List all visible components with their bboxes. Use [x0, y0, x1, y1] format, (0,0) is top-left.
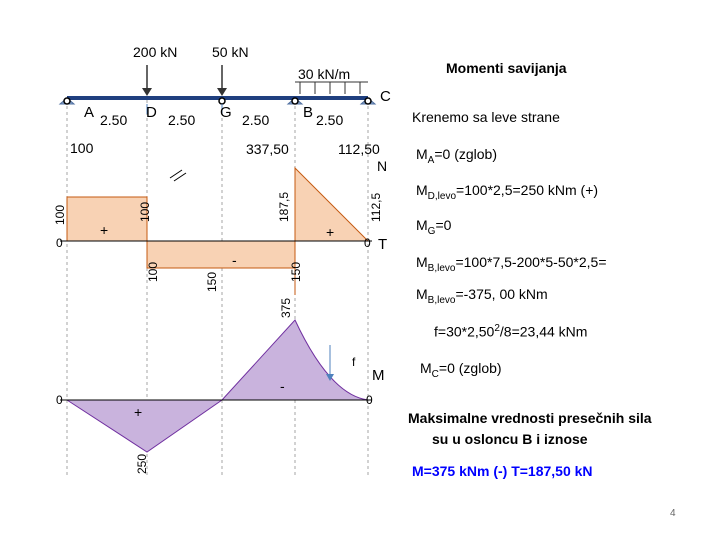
shear-label-187-5: 187,5 [277, 191, 291, 222]
shear-zero-right: 0 [364, 236, 371, 250]
point-load-arrows [147, 65, 222, 92]
equation-f: $f=30*2,50^2/8=23,44$ kNm [434, 323, 588, 340]
max-values-line-2: su u osloncu B i iznose [432, 431, 588, 447]
load-50kn-label: 50 kN [212, 44, 249, 60]
moment-zero-left: 0 [56, 393, 63, 407]
panel-title: Momenti savijanja [446, 60, 567, 76]
span-ad-label: 2.50 [100, 112, 128, 128]
node-c-label: C [380, 88, 391, 105]
equation-mb-2: $M_{B,levo}=-375$, 00 kNm [416, 286, 548, 306]
load-200kn-label: 200 kN [133, 44, 178, 60]
moment-diagram [60, 320, 372, 452]
moment-f-label: f [352, 355, 356, 369]
arrow-head-50kn [217, 88, 227, 96]
moment-label-250: 250 [135, 453, 149, 474]
moment-diagram-label: M [372, 367, 385, 384]
shear-label-100-b: 100 [138, 201, 152, 222]
shear-diagram-label: T [378, 236, 388, 253]
span-bc-label: 2.50 [316, 112, 344, 128]
distributed-load [295, 82, 368, 94]
node-a-label: A [84, 104, 95, 121]
shear-label-112-5: 112,5 [369, 192, 383, 222]
equation-md: $M_{D,levo}=100*2,5=250$ kNm (+) [416, 182, 599, 202]
equation-ma: $M_A=0$ (zglob) [416, 146, 497, 166]
distributed-load-label: 30 kN/m [298, 66, 351, 82]
shear-label-100-a: 100 [53, 204, 67, 225]
shear-plus-left: + [100, 222, 109, 238]
reaction-a: 100 [70, 140, 94, 156]
max-values-line-1: Maksimalne vrednosti presečnih sila [408, 410, 652, 426]
shear-label-375: 375 [279, 297, 293, 318]
reaction-g: 337,50 [246, 141, 289, 157]
span-dg-label: 2.50 [168, 112, 196, 128]
arrow-head-200kn [142, 88, 152, 96]
moment-plus: + [134, 404, 143, 420]
moment-zero-right: 0 [366, 393, 373, 407]
reaction-b: 112,50 [338, 141, 380, 157]
shear-label-100-c: 100 [146, 261, 160, 282]
panel-intro: Krenemo sa leve strane [412, 109, 560, 125]
node-d-label: D [146, 104, 157, 121]
node-g-label: G [220, 104, 232, 121]
shear-label-150-a: 150 [205, 271, 219, 292]
span-gb-label: 2.50 [242, 112, 270, 128]
node-b-label: B [303, 104, 314, 121]
shear-plus-right: + [326, 224, 335, 240]
equation-mb-1: $M_{B,levo}=100*7,5-200*5-50*2,5=$ [416, 254, 607, 274]
equation-mc: $M_C=0$ (zglob) [420, 360, 502, 380]
shear-minus: - [232, 252, 237, 268]
equation-mg: $M_G=0$ [416, 217, 452, 237]
moment-minus: - [280, 378, 285, 394]
page-number: 4 [670, 508, 676, 519]
normal-force-label: N [377, 158, 388, 174]
result-summary: M=375 kNm (-) T=187,50 kN [412, 463, 593, 479]
shear-zero-left: 0 [56, 236, 63, 250]
shear-label-150-b: 150 [289, 261, 303, 282]
